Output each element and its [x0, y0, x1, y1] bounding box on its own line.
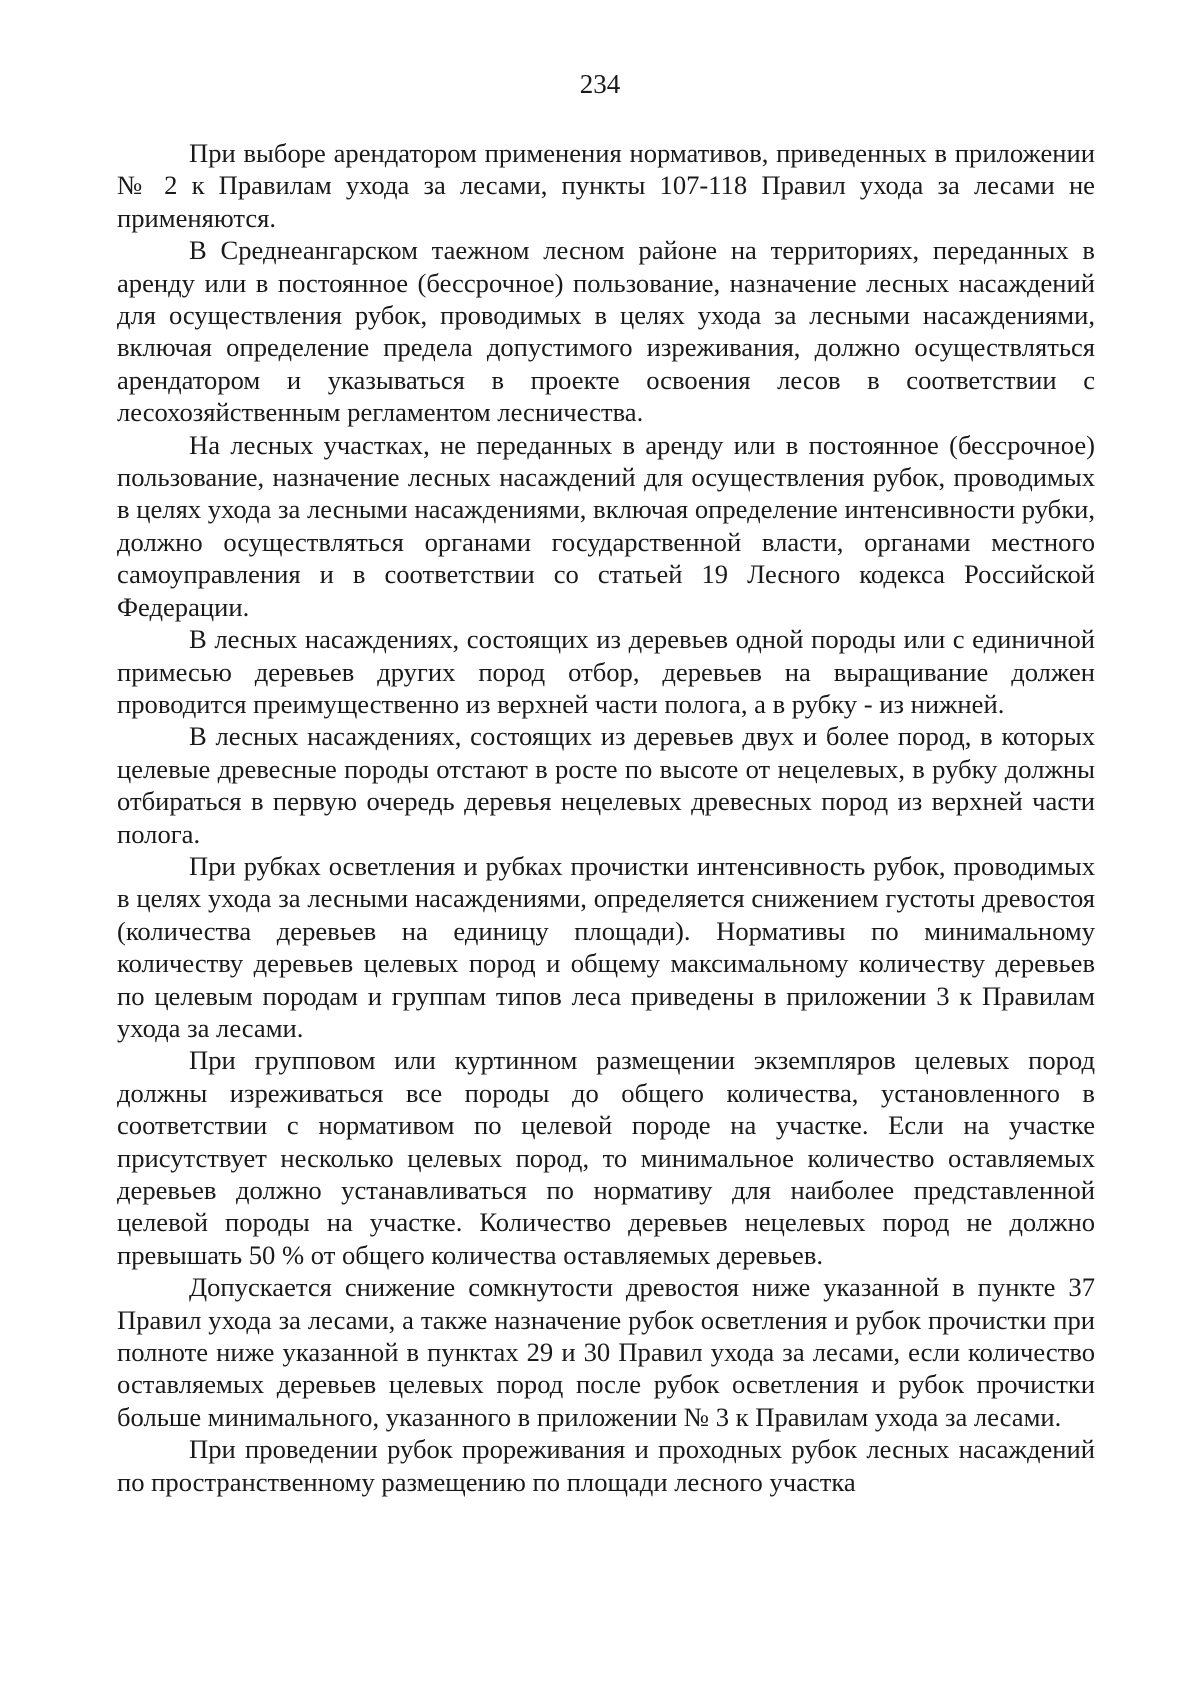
- paragraph-6: При рубках осветления и рубках прочистки интенсивность рубок, проводимых в целях ухода за лесными насаждениями, определяется снижением густоты древостоя (количества деревьев на единицу площади). Нормативы по минимальному количеству деревьев целевых пород и общему максимальному количеству деревьев по целевым породам и группам типов леса приведены в приложении 3 к Правилам ухода за лесами.: [117, 850, 1095, 1043]
- paragraph-4: В лесных насаждениях, состоящих из деревьев одной породы или с единичной примесью деревьев других пород отбор, деревьев на выращивание должен проводится преимущественно из верхней части полога, а в рубку - из нижней.: [117, 624, 1095, 719]
- paragraph-5: В лесных насаждениях, состоящих из деревьев двух и более пород, в которых целевые древесные породы отстают в росте по высоте от нецелевых, в рубку должны отбираться в первую очередь деревья нецелевых древесных пород из верхней части полога.: [117, 721, 1095, 849]
- document-body: [117, 137, 1095, 1498]
- paragraph-8: Допускается снижение сомкнутости древостоя ниже указанной в пункте 37 Правил ухода за лесами, а также назначение рубок осветления и рубок прочистки при полноте ниже указанной в пунктах 29 и 30 Правил ухода за лесами, если количество оставляемых деревьев целевых пород после рубок осветления и рубок прочистки больше минимального, указанного в приложении № 3 к Правилам ухода за лесами.: [117, 1272, 1095, 1432]
- page-number: 234: [579, 69, 621, 99]
- paragraph-3: На лесных участках, не переданных в аренду или в постоянное (бессрочное) пользование, назначение лесных насаждений для осуществления рубок, проводимых в целях ухода за лесными насаждениями, включая определение интенсивности рубки, должно осуществляться органами государственной власти, органами местного самоуправления и в соответствии со статьей 19 Лесного кодекса Российской Федерации.: [117, 429, 1095, 622]
- paragraph-7: При групповом или куртинном размещении экземпляров целевых пород должны изреживаться все породы до общего количества, установленного в соответствии с нормативом по целевой породе на участке. Если на участке присутствует несколько целевых пород, то минимальное количество оставляемых деревьев должно устанавливаться по нормативу для наиболее представленной целевой породы на участке. Количество деревьев нецелевых пород не должно превышать 50 % от общего количества оставляемых деревьев.: [117, 1045, 1095, 1270]
- paragraph-9: При проведении рубок прореживания и проходных рубок лесных насаждений по пространственному размещению по площади лесного участка: [117, 1434, 1095, 1497]
- paragraph-1: При выборе арендатором применения нормативов, приведенных в приложении № 2 к Правилам ухода за лесами, пункты 107-118 Правил ухода за лесами не применяются.: [117, 138, 1095, 233]
- paragraph-2: В Среднеангарском таежном лесном районе на территориях, переданных в аренду или в постоянное (бессрочное) пользование, назначение лесных насаждений для осуществления рубок, проводимых в целях ухода за лесными насаждениями, включая определение предела допустимого изреживания, должно осуществляться арендатором и указываться в проекте освоения лесов в соответствии с лесохозяйственным регламентом лесничества.: [117, 235, 1095, 428]
